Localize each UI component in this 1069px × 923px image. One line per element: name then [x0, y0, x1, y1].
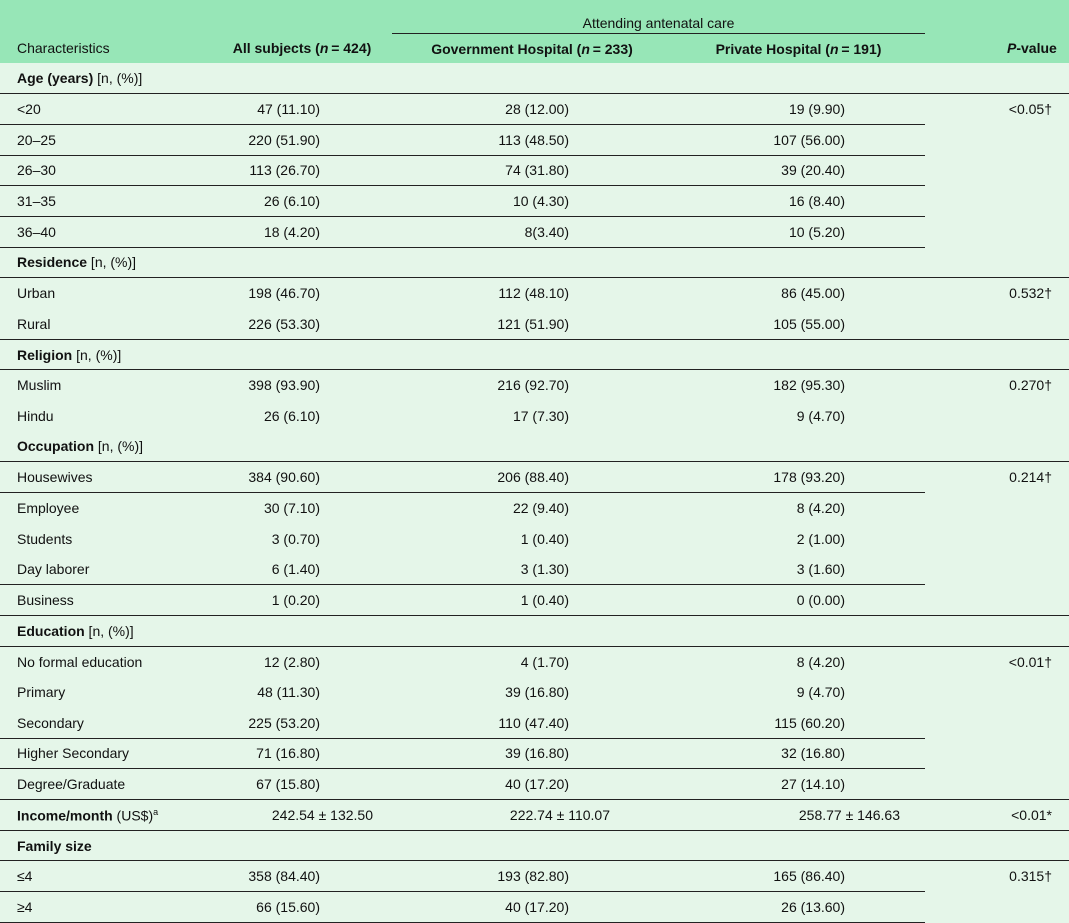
table-row [0, 278, 1069, 309]
cell-gov: 10 (4.30) [392, 186, 672, 217]
p-value: 0.214† [1009, 469, 1052, 486]
cell-gov: 1 (0.40) [520, 592, 569, 609]
cell-all: 3 (0.70) [271, 530, 320, 547]
row-label: Degree/Graduate [17, 776, 126, 793]
cell-all: 47 (11.10) [212, 94, 392, 125]
cell-all: 66 (15.60) [212, 892, 392, 923]
cell-priv: 8 (4.20) [796, 500, 845, 517]
cell-priv: 27 (14.10) [781, 776, 845, 793]
table-row [0, 155, 1069, 186]
p-value: 0.270† [1009, 377, 1052, 394]
cell-priv: 115 (60.20) [672, 707, 925, 738]
cell-all: 220 (51.90) [212, 124, 392, 155]
cell-all: 30 (7.10) [263, 500, 320, 517]
cell-all: 12 (2.80) [263, 653, 320, 670]
table-row [0, 523, 1069, 554]
row-label: 20–25 [0, 124, 212, 155]
section-suffix: [n, (%)] [94, 438, 144, 455]
cell-gov: 17 (7.30) [512, 407, 569, 424]
table-row [0, 677, 1069, 708]
section-title: Income/month [17, 807, 113, 824]
table-row [0, 738, 1069, 769]
cell-gov: 222.74 ± 110.07 [509, 806, 610, 823]
cell-gov: 112 (48.10) [498, 285, 569, 302]
cell-priv: 0 (0.00) [796, 592, 845, 609]
section-title: Religion [17, 346, 73, 363]
table-row [0, 861, 1069, 892]
cell-all: 384 (90.60) [212, 462, 392, 493]
table-row [0, 216, 1069, 247]
col-p-value: P-value [999, 34, 1069, 64]
section-header-family [0, 830, 1069, 861]
section-suffix: [n, (%)] [87, 254, 137, 271]
cell-gov: 110 (47.40) [392, 707, 672, 738]
cell-all: 6 (1.40) [212, 554, 392, 585]
row-label: ≥4 [0, 892, 212, 923]
cell-priv: 26 (13.60) [672, 892, 925, 923]
section-suffix: (US$) [112, 807, 154, 824]
row-label: Students [17, 530, 73, 547]
cell-all: 26 (6.10) [212, 186, 392, 217]
col-characteristics: Characteristics [0, 34, 212, 64]
cell-priv: 86 (45.00) [781, 285, 845, 302]
cell-priv: 258.77 ± 146.63 [798, 806, 900, 823]
p-value: <0.01* [1011, 806, 1052, 823]
cell-gov: 206 (88.40) [392, 462, 672, 493]
table-row [0, 94, 1069, 125]
cell-all: 48 (11.30) [257, 684, 320, 701]
section-title: Age (years) [17, 70, 94, 87]
row-label: 26–30 [0, 155, 212, 186]
row-label: Employee [17, 500, 80, 517]
table-row [0, 309, 1069, 340]
col-all-subjects: All subjects (n = 424) [212, 34, 392, 64]
row-label: Secondary [0, 707, 212, 738]
cell-priv: 19 (9.90) [672, 94, 925, 125]
cell-gov: 22 (9.40) [512, 500, 569, 517]
row-label: Higher Secondary [0, 738, 212, 769]
table-row [0, 769, 1069, 800]
table-row [0, 493, 1069, 524]
section-header-religion [0, 339, 1069, 370]
row-label: Muslim [17, 377, 62, 394]
cell-priv: 3 (1.60) [672, 554, 925, 585]
cell-priv: 9 (4.70) [796, 684, 845, 701]
cell-priv: 182 (95.30) [773, 377, 845, 394]
row-label: ≤4 [0, 861, 212, 892]
row-label: Hindu [17, 407, 54, 424]
table-row [0, 124, 1069, 155]
table-row [0, 401, 1069, 432]
section-header-age [0, 63, 1069, 94]
section-title: Education [17, 622, 85, 639]
section-title: Residence [17, 254, 88, 271]
section-suffix: [n, (%)] [93, 70, 143, 87]
cell-gov: 216 (92.70) [497, 377, 569, 394]
table-row [0, 707, 1069, 738]
section-header-education [0, 615, 1069, 646]
cell-priv: 16 (8.40) [672, 186, 925, 217]
table-row [0, 554, 1069, 585]
cell-gov: 40 (17.20) [505, 776, 569, 793]
cell-priv: 10 (5.20) [672, 216, 925, 247]
cell-gov: 121 (51.90) [497, 315, 569, 332]
cell-all: 67 (15.80) [256, 776, 320, 793]
row-label: Day laborer [0, 554, 212, 585]
cell-all: 26 (6.10) [263, 407, 320, 424]
cell-gov: 113 (48.50) [392, 124, 672, 155]
row-label [0, 800, 212, 831]
cell-priv: 178 (93.20) [672, 462, 925, 493]
row-label: 36–40 [0, 216, 212, 247]
row-label: 31–35 [0, 186, 212, 217]
cell-priv: 8 (4.20) [796, 653, 845, 670]
row-label: <20 [0, 94, 212, 125]
cell-priv: 107 (56.00) [672, 124, 925, 155]
cell-gov: 39 (16.80) [392, 738, 672, 769]
cell-all: 225 (53.20) [212, 707, 392, 738]
cell-priv: 9 (4.70) [796, 407, 845, 424]
cell-all: 18 (4.20) [212, 216, 392, 247]
p-value: 0.532† [1009, 285, 1052, 302]
cell-gov: 40 (17.20) [392, 892, 672, 923]
cell-priv: 165 (86.40) [672, 861, 925, 892]
cell-all: 358 (84.40) [212, 861, 392, 892]
table-row [0, 892, 1069, 923]
table-row [0, 186, 1069, 217]
table-row [0, 646, 1069, 677]
footnote-marker: a [153, 806, 159, 817]
cell-gov: 4 (1.70) [520, 653, 569, 670]
cell-all: 198 (46.70) [248, 285, 320, 302]
col-private-hospital: Private Hospital (n = 191) [672, 34, 925, 64]
row-label: Housewives [0, 462, 212, 493]
cell-priv: 32 (16.80) [672, 738, 925, 769]
row-label: No formal education [17, 653, 143, 670]
cell-priv: 39 (20.40) [672, 155, 925, 186]
cell-gov: 74 (31.80) [392, 155, 672, 186]
section-title: Family size [17, 837, 92, 854]
cell-gov: 28 (12.00) [392, 94, 672, 125]
cell-gov: 193 (82.80) [392, 861, 672, 892]
p-value: 0.315† [1009, 868, 1052, 885]
cell-all: 398 (93.90) [248, 377, 320, 394]
row-label: Urban [17, 285, 56, 302]
cell-priv: 105 (55.00) [773, 315, 845, 332]
table-row [0, 370, 1069, 401]
cell-all: 1 (0.20) [271, 592, 320, 609]
section-header-occupation [0, 431, 1069, 462]
row-label: Rural [17, 315, 51, 332]
p-value: <0.01† [1008, 653, 1052, 670]
group-title: Attending antenatal care [392, 0, 925, 34]
cell-gov: 1 (0.40) [520, 530, 569, 547]
cell-gov: 39 (16.80) [505, 684, 569, 701]
cell-gov: 8(3.40) [392, 216, 672, 247]
section-title: Occupation [17, 438, 95, 455]
row-label: Business [17, 592, 74, 609]
cell-gov: 3 (1.30) [392, 554, 672, 585]
section-suffix: [n, (%)] [84, 622, 134, 639]
cell-all: 242.54 ± 132.50 [271, 806, 373, 823]
table-row [0, 585, 1069, 616]
section-suffix: [n, (%)] [72, 346, 122, 363]
cell-priv: 2 (1.00) [796, 530, 845, 547]
table-row [0, 462, 1069, 493]
section-header-residence [0, 247, 1069, 278]
cell-all: 71 (16.80) [212, 738, 392, 769]
p-value: <0.05† [1008, 101, 1052, 118]
cell-all: 113 (26.70) [212, 155, 392, 186]
table-row-income [0, 800, 1069, 831]
row-label: Primary [17, 684, 66, 701]
cell-all: 226 (53.30) [248, 315, 320, 332]
col-government-hospital: Government Hospital (n = 233) [392, 34, 672, 64]
